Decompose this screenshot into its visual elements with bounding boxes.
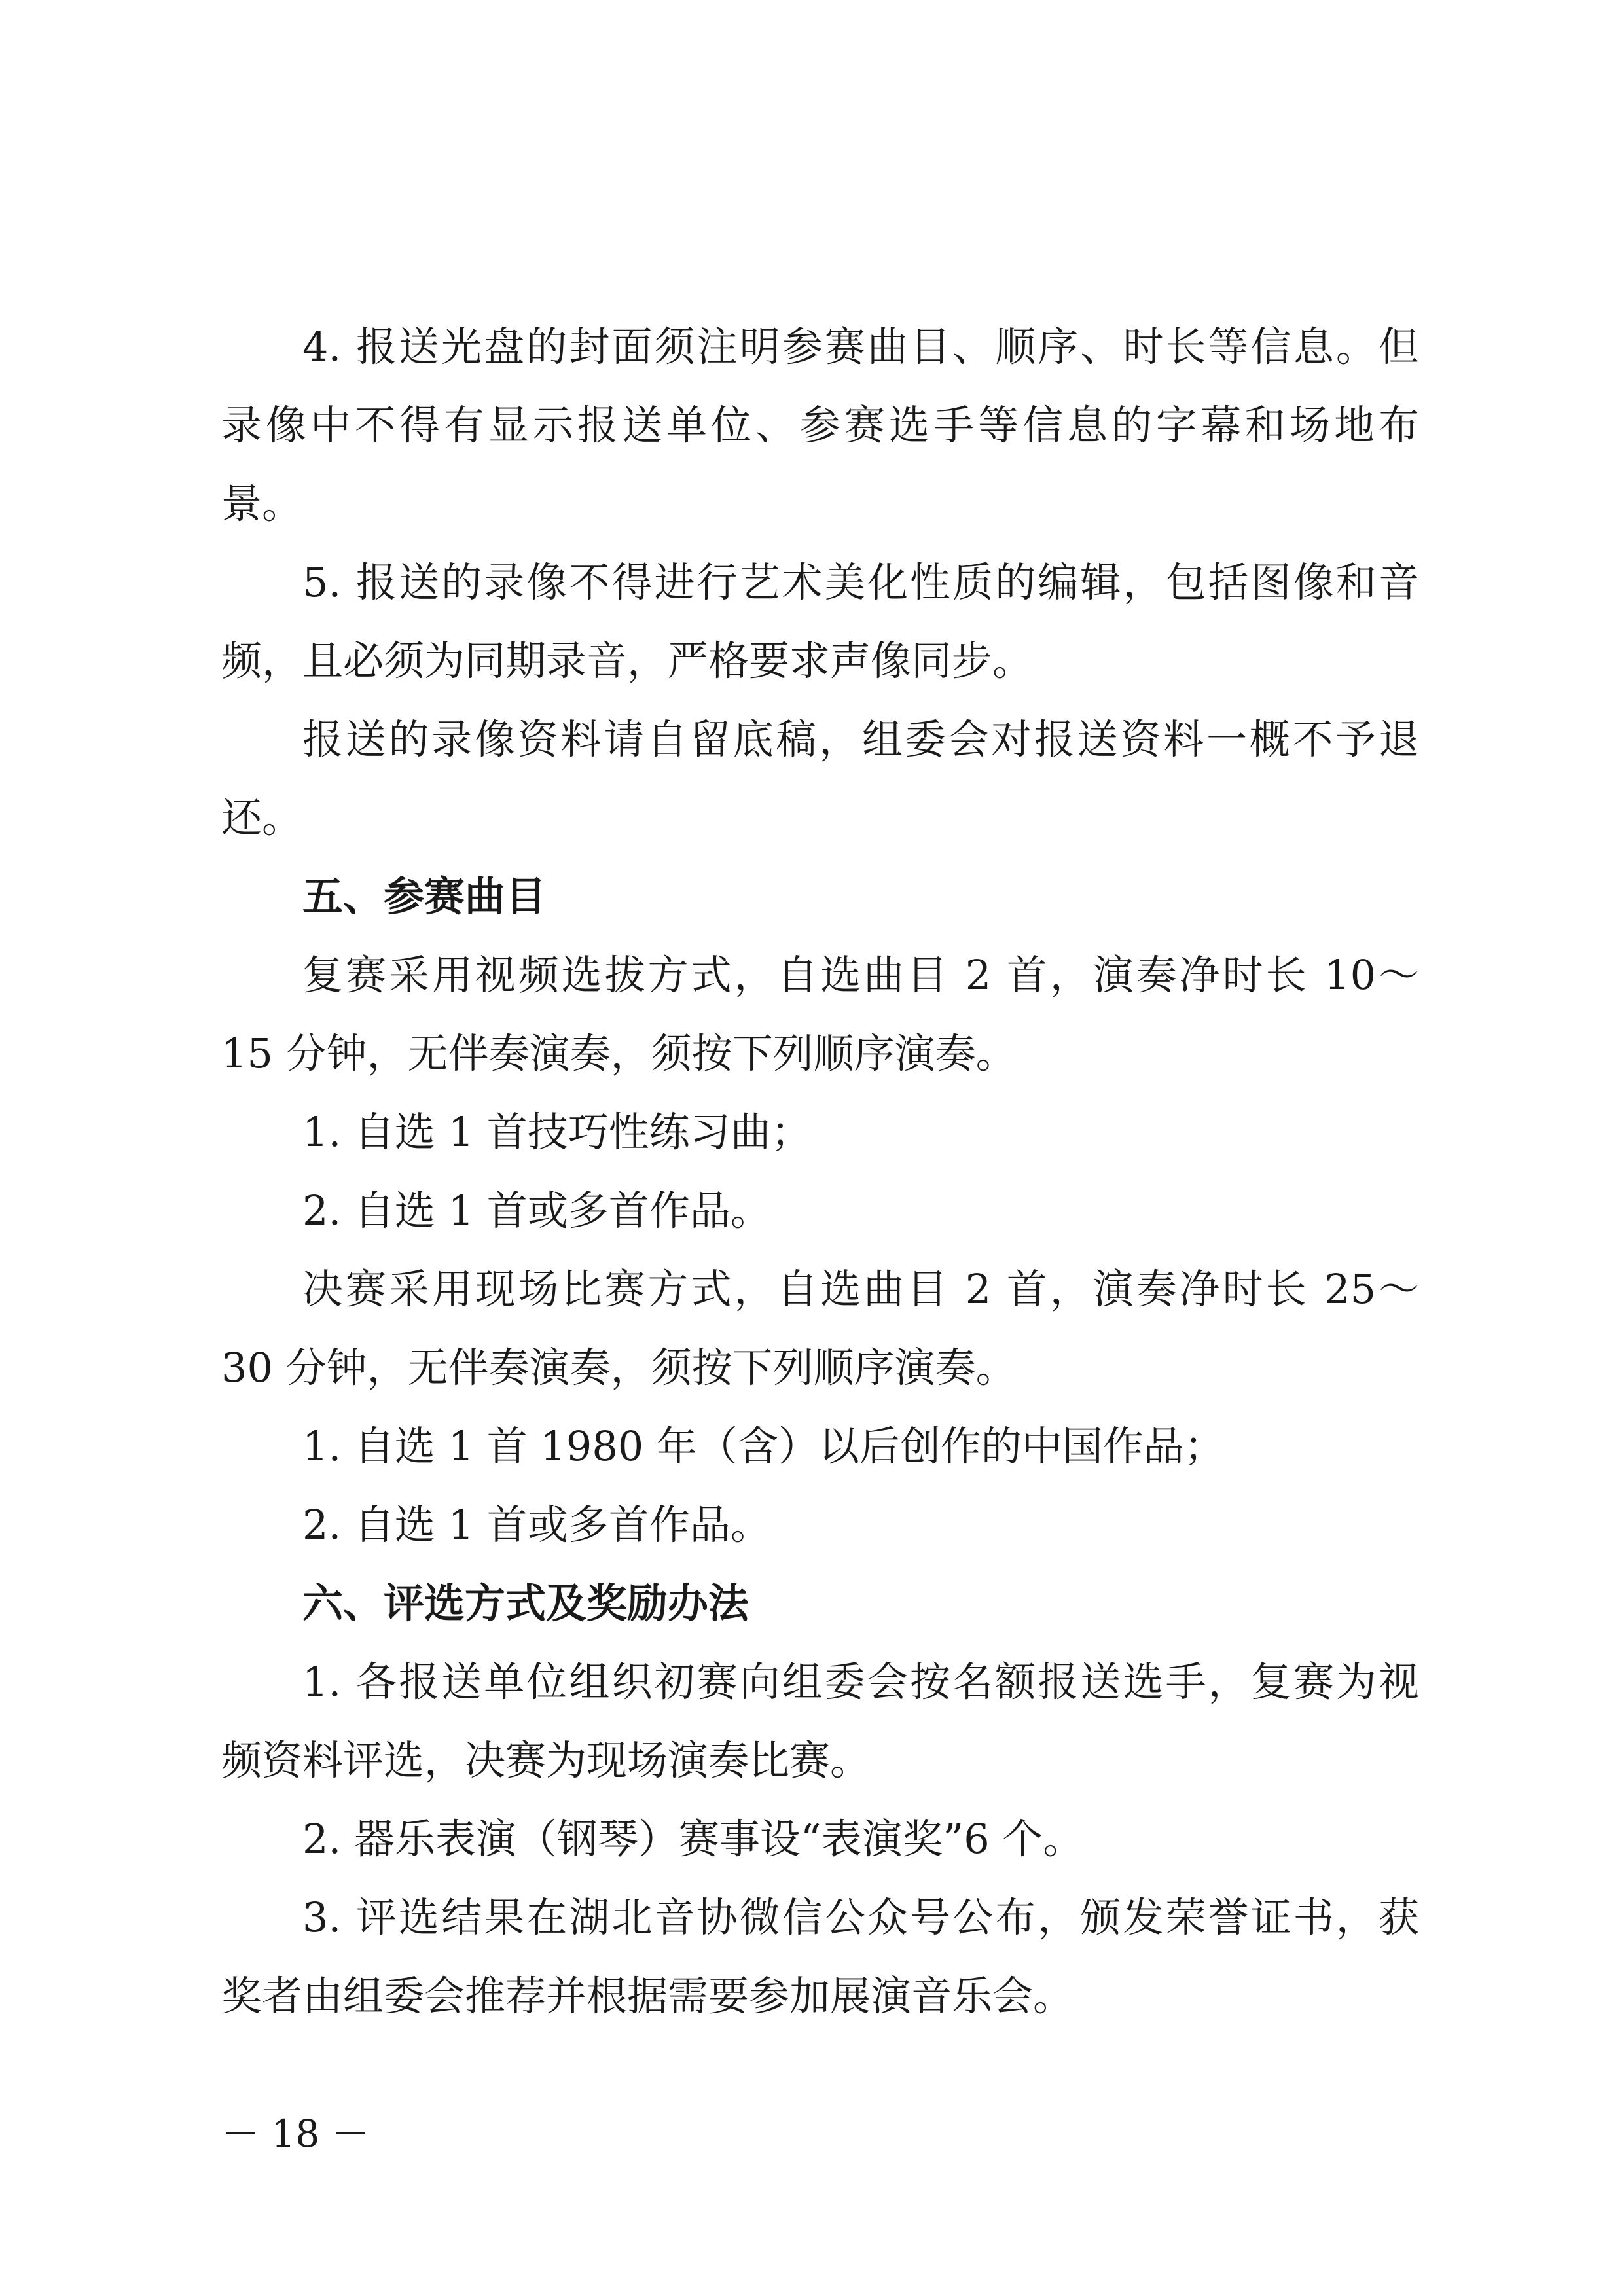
paragraph-5-line-2: 频，且必须为同期录音，严格要求声像同步。	[221, 637, 1034, 685]
semifinal-paragraph-line-1: 复赛采用视频选拔方式，自选曲目 2 首，演奏净时长 10～	[302, 951, 1419, 999]
page-number: － 18 －	[221, 2111, 370, 2156]
selection-item-3-line-1: 3. 评选结果在湖北音协微信公众号公布，颁发荣誉证书，获	[302, 1893, 1419, 1941]
section-heading-5: 五、参赛曲目	[302, 872, 547, 920]
semifinal-item-2: 2. 自选 1 首或多首作品。	[302, 1187, 771, 1234]
paragraph-materials-line-2: 还。	[221, 794, 303, 842]
paragraph-materials-line-1: 报送的录像资料请自留底稿，组委会对报送资料一概不予退	[302, 715, 1419, 763]
semifinal-paragraph-line-2: 15 分钟，无伴奏演奏，须按下列顺序演奏。	[221, 1030, 1017, 1077]
selection-item-1-line-1: 1. 各报送单位组织初赛向组委会按名额报送选手，复赛为视	[302, 1658, 1419, 1706]
selection-item-1-line-2: 频资料评选，决赛为现场演奏比赛。	[221, 1736, 871, 1784]
section-heading-6: 六、评选方式及奖励办法	[302, 1579, 749, 1627]
semifinal-item-1: 1. 自选 1 首技巧性练习曲；	[302, 1108, 812, 1156]
selection-item-3-line-2: 奖者由组委会推荐并根据需要参加展演音乐会。	[221, 1972, 1074, 2020]
final-item-1: 1. 自选 1 首 1980 年（含）以后创作的中国作品；	[302, 1422, 1225, 1470]
final-paragraph-line-2: 30 分钟，无伴奏演奏，须按下列顺序演奏。	[221, 1344, 1017, 1391]
paragraph-4-line-1: 4. 报送光盘的封面须注明参赛曲目、顺序、时长等信息。但	[302, 323, 1419, 370]
paragraph-4-line-2: 录像中不得有显示报送单位、参赛选手等信息的字幕和场地布	[221, 401, 1419, 449]
paragraph-4-line-3: 景。	[221, 480, 303, 528]
selection-item-2: 2. 器乐表演（钢琴）赛事设“表演奖”6 个。	[302, 1815, 1084, 1863]
final-paragraph-line-1: 决赛采用现场比赛方式，自选曲目 2 首，演奏净时长 25～	[302, 1265, 1419, 1313]
paragraph-5-line-1: 5. 报送的录像不得进行艺术美化性质的编辑，包括图像和音	[302, 558, 1419, 606]
final-item-2: 2. 自选 1 首或多首作品。	[302, 1501, 771, 1549]
